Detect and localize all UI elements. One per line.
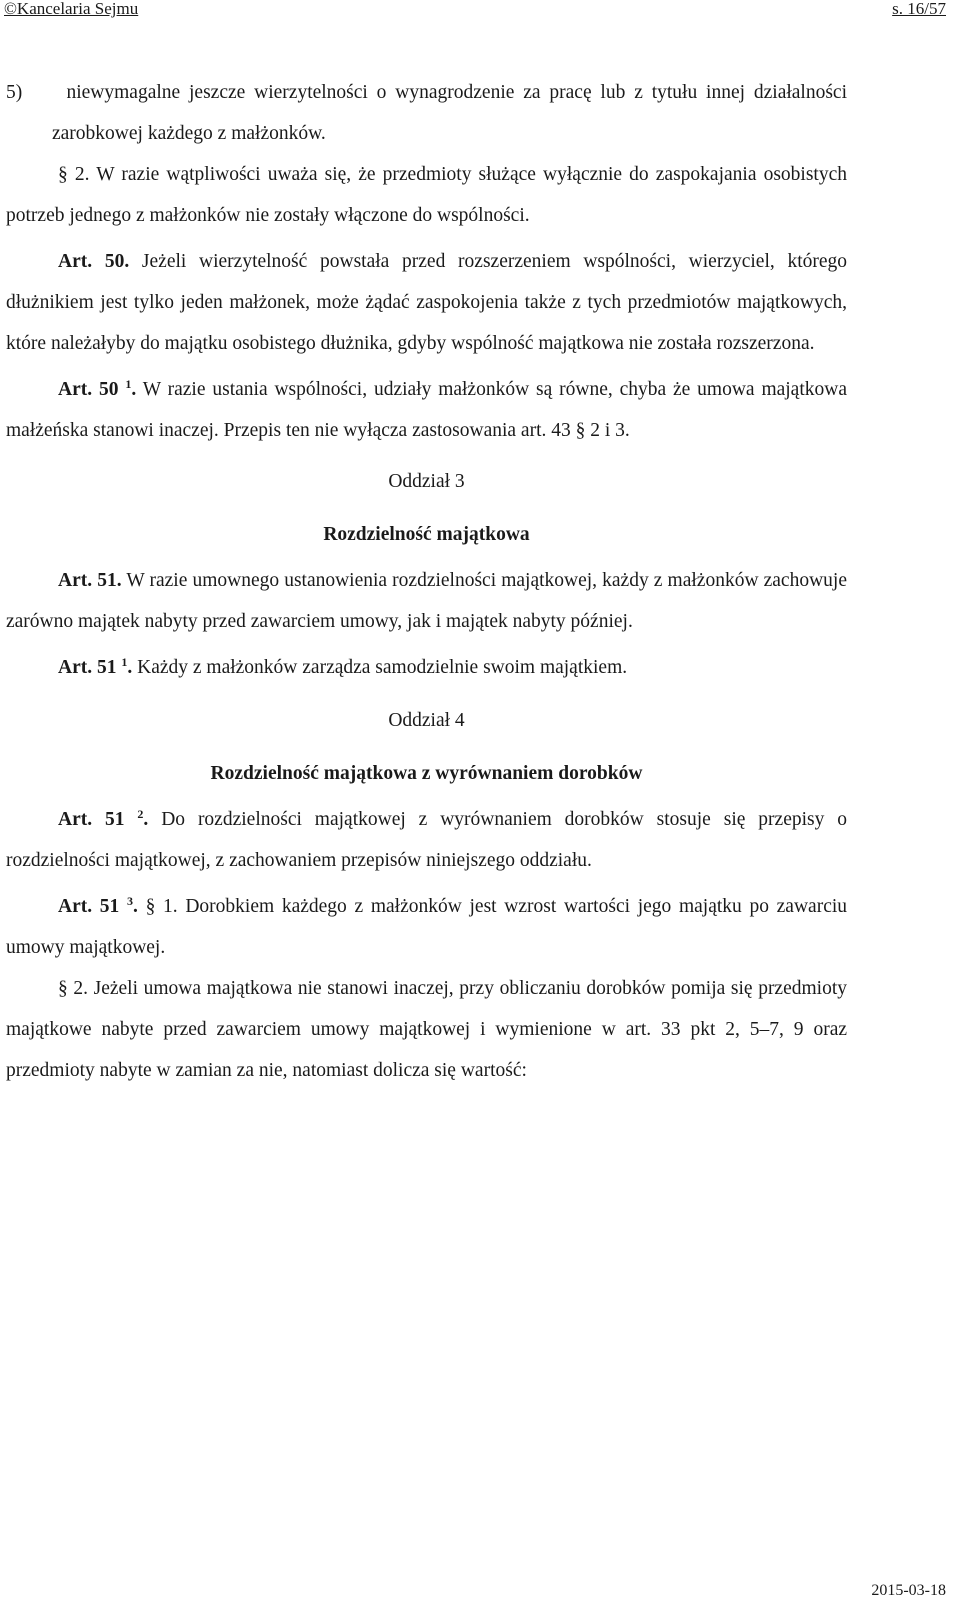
item-5-number: 5) [6, 82, 23, 103]
paragraph-2-mark: § 2. [58, 164, 90, 185]
article-50-1 [6, 369, 847, 451]
section-4-heading: Rozdzielność majątkowa z wyrównaniem dorobków [210, 763, 643, 784]
article-51-2-text: Do rozdzielności majątkowej z wyrównaniem dorobków stosuje się przepisy o rozdzielności majątkowej, z zachowaniem przepisów niniejszego oddziału. [6, 809, 848, 871]
section-3-title: Oddział 3 [388, 471, 465, 492]
copyright-link[interactable]: ©Kancelaria Sejmu [4, 0, 139, 18]
article-51-2-label: Art. 51 $^2$. [58, 807, 149, 830]
article-51-3-par-1: § 1. Dorobkiem każdego z małżonków jest wzrost wartości jego majątku po zawarciu umowy majątkowej. [6, 896, 848, 958]
paragraph-2 [6, 154, 847, 236]
article-51-3 [6, 886, 847, 968]
document-date: 2015-03-18 [871, 1582, 946, 1599]
article-50-1-text: W razie ustania wspólności, udziały małżonków są równe, chyba że umowa majątkowa małżeńska stanowi inaczej. Przepis ten nie wyłącza zastosowania art. 43 § 2 i 3. [6, 379, 847, 441]
page-number-link[interactable]: s. 16/57 [892, 0, 946, 18]
item-5-text: niewymagalne jeszcze wierzytelności o wynagrodzenie za pracę lub z tytułu innej działalności zarobkowej każdego z małżonków. [52, 82, 847, 144]
article-51-1-label: Art. 51 $^1$. [58, 655, 133, 678]
article-51-label: Art. 51. [58, 570, 122, 591]
article-50-label: Art. 50. [58, 251, 130, 272]
article-51 [6, 560, 847, 642]
section-4-title: Oddział 4 [388, 710, 465, 731]
article-50 [6, 241, 847, 364]
item-5 [6, 72, 847, 154]
article-50-text: Jeżeli wierzytelność powstała przed rozszerzeniem wspólności, wierzyciel, którego dłużnikiem jest tylko jeden małżonek, może żądać zaspokojenia także z tych przedmiotów majątkowych, które należałyby do majątku osobistego dłużnika, gdyby wspólność majątkowa nie została rozszerzona. [6, 251, 848, 354]
section-3-heading: Rozdzielność majątkowa [323, 524, 530, 545]
article-50-1-label: Art. 50 $^1$. [58, 377, 137, 400]
page-header [4, 0, 946, 18]
article-51-text: W razie umownego ustanowienia rozdzielności majątkowej, każdy z małżonków zachowuje zarówno majątek nabyty przed zawarciem umowy, jak i majątek nabyty później. [6, 570, 847, 632]
article-51-3-label: Art. 51 $^3$. [58, 894, 138, 917]
article-51-1-text: Każdy z małżonków zarządza samodzielnie swoim majątkiem. [137, 657, 628, 678]
article-51-3-paragraph-2: § 2. Jeżeli umowa majątkowa nie stanowi inaczej, przy obliczaniu dorobków pomija się przedmioty majątkowe nabyte przed zawarciem umowy majątkowej i wymienione w art. 33 pkt 2, 5–7, 9 oraz przedmioty nabyte w zamian za nie, natomiast dolicza się wartość: [6, 978, 847, 1081]
paragraph-2-text: W razie wątpliwości uważa się, że przedmioty służące wyłącznie do zaspokajania osobistych potrzeb jednego z małżonków nie zostały włączone do wspólności. [6, 164, 847, 226]
article-51-2 [6, 799, 847, 881]
article-51-1 [6, 647, 847, 688]
document-body [6, 72, 847, 1091]
